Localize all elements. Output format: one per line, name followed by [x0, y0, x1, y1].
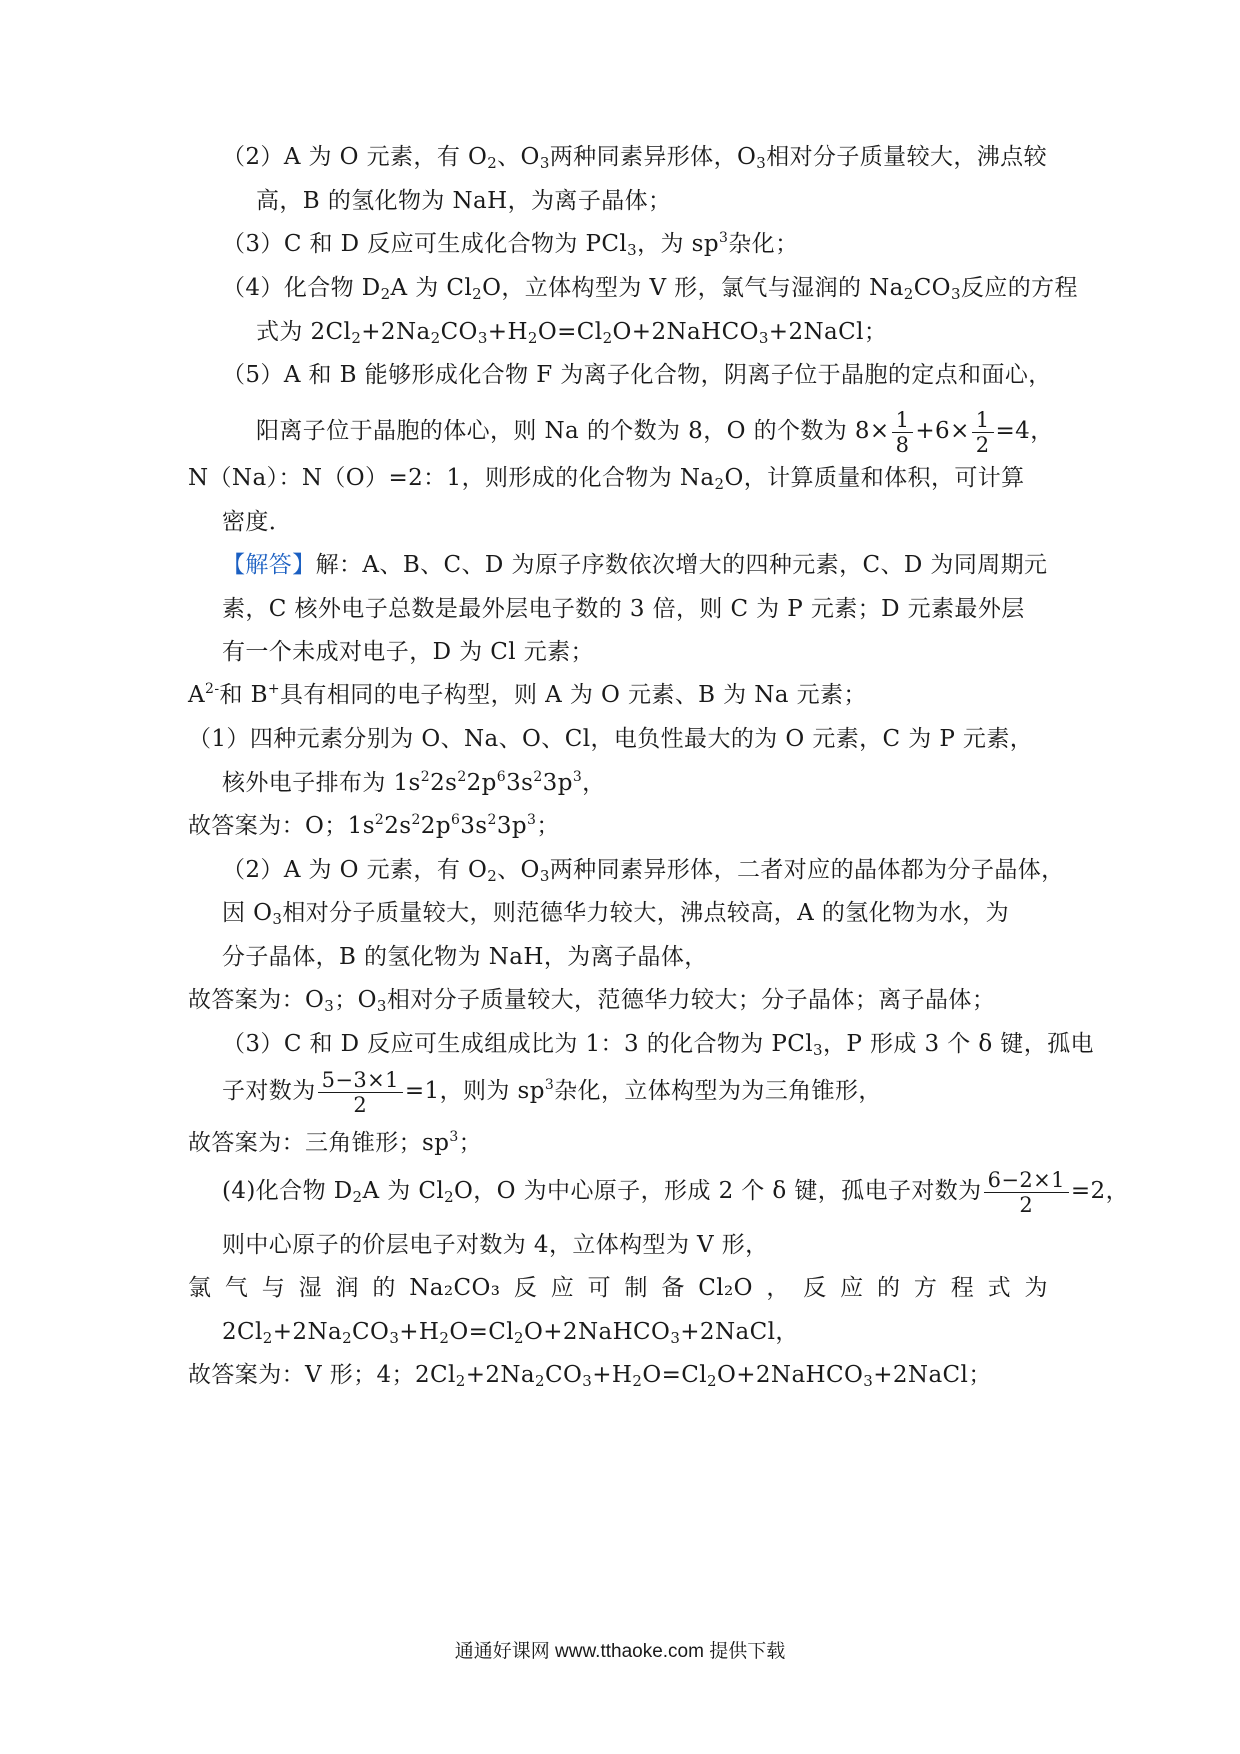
- text-line: 高，B 的氢化物为 NaH，为离子晶体；: [256, 188, 672, 214]
- text-line: 素，C 核外电子总数是最外层电子数的 3 倍，则 C 为 P 元素；D 元素最外层: [222, 596, 1025, 622]
- justified-word: 可: [587, 1275, 612, 1301]
- text-line: 式为 $2Cl_2+2Na_2CO_3+H_2O=Cl_2O+2NaHCO_3+2NaCl$；: [256, 319, 888, 347]
- text-line: 阳离子位于晶胞的体心，则 Na 的个数为 8，O 的个数为 8× $\frac{1}{8}$ +6× $\frac{1}{2}$ =4，: [256, 407, 1054, 457]
- justified-word: 的: [876, 1275, 901, 1301]
- justified-word: ，: [766, 1275, 790, 1301]
- text-line: 因 $O_3$相对分子质量较大，则范德华力较大，沸点较高，A 的氢化物为水，为: [222, 900, 1010, 928]
- justified-word: 程: [950, 1275, 975, 1301]
- justified-word: Cl₂O: [698, 1275, 753, 1301]
- text-line: 故答案为：$O_3$；$O_3$相对分子质量较大，范德华力较大；分子晶体；离子晶体；: [188, 987, 996, 1015]
- text-line: 故答案为：O；$1s^22s^22p^63s^23p^3$；: [188, 812, 560, 839]
- text-line: （2）A 为 O 元素，有 $O_2$、$O_3$两种同素异形体，二者对应的晶体都为分子晶体，: [222, 857, 1065, 885]
- justified-word: 湿: [298, 1275, 323, 1301]
- text-line: 故答案为：三角锥形；$sp^3$；: [188, 1129, 483, 1156]
- text-line: （5）A 和 B 能够形成化合物 F 为离子化合物，阴离子位于晶胞的定点和面心，: [222, 362, 1052, 388]
- justified-line: [188, 1273, 1048, 1303]
- text-line: 分子晶体，B 的氢化物为 NaH，为离子晶体，: [222, 944, 708, 970]
- justified-word: 的: [372, 1275, 396, 1301]
- justified-word: 润: [335, 1275, 359, 1301]
- fraction: $\frac{1}{2}$: [972, 408, 994, 457]
- text-line: N（Na）：N（O）=2：1，则形成的化合物为 $Na_2O$，计算质量和体积，可计算: [188, 465, 1025, 493]
- text-line: （3）C 和 D 反应可生成化合物为 PCl$_3$，为 $sp^3$杂化；: [222, 230, 799, 259]
- text-line: 密度．: [222, 509, 293, 535]
- justified-word: 方: [913, 1275, 938, 1301]
- justified-word: 应: [550, 1275, 575, 1301]
- fraction: $\frac{1}{8}$: [892, 408, 914, 457]
- justified-word: 氯: [188, 1275, 212, 1301]
- justified-word: 式: [987, 1275, 1011, 1301]
- justified-word: 制: [624, 1275, 648, 1301]
- justified-word: 反: [513, 1275, 538, 1301]
- justified-word: Na₂CO₃: [409, 1275, 501, 1301]
- justified-word: 备: [661, 1275, 685, 1301]
- text-line: 核外电子排布为 $1s^22s^22p^63s^23p^3$，: [222, 769, 606, 796]
- text-line: （2）A 为 O 元素，有 $O_2$、$O_3$两种同素异形体，$O_3$相对分子质量较大，沸点较: [222, 144, 1047, 172]
- fraction: $\frac{6-2\times 1}{2}$: [984, 1168, 1069, 1217]
- justified-word: 气: [224, 1275, 249, 1301]
- justified-word: 反: [803, 1275, 827, 1301]
- text-line: $2Cl_2+2Na_2CO_3+H_2O=Cl_2O+2NaHCO_3+2NaCl$，: [222, 1319, 799, 1347]
- text-line: 子对数为 $\frac{5-3\times 1}{2}$ =1，则为 $sp^3$杂化，立体构型为为三角锥形，: [222, 1067, 882, 1117]
- text-line: $A^{2-}$和 B+具有相同的电子构型，则 A 为 O 元素、B 为 Na 元素；: [188, 681, 867, 708]
- text-line: (4)化合物 $D_2A$ 为 $Cl_2O$，O 为中心原子，形成 2 个 δ 键，孤电子对数为 $\frac{6-2\times 1}{2}$ =2，: [222, 1167, 1129, 1217]
- text-line: 故答案为：V 形；4；$2Cl_2+2Na_2CO_3+H_2O=Cl_2O+2NaHCO_3+2NaCl$；: [188, 1362, 992, 1390]
- text-line: 有一个未成对电子，D 为 Cl 元素；: [222, 639, 594, 665]
- text-line: 则中心原子的价层电子对数为 4，立体构型为 V 形，: [222, 1232, 769, 1258]
- text-line: 【解答】解：A、B、C、D 为原子序数依次增大的四种元素，C、D 为同周期元: [222, 552, 1048, 578]
- answer-tag: 【解答】: [222, 552, 316, 578]
- text-line: （4）化合物 $D_2A$ 为 $Cl_2O$，立体构型为 V 形，氯气与湿润的 $Na_2CO_3$反应的方程: [222, 275, 1078, 303]
- page-footer: 通通好课网 www.tthaoke.com 提供下载: [454, 1641, 786, 1662]
- justified-word: 为: [1024, 1275, 1048, 1301]
- text-line: [188, 1273, 1048, 1303]
- text-line: （3）C 和 D 反应可生成组成比为 1：3 的化合物为 PCl$_3$，P 形成 3 个 δ 键，孤电: [222, 1031, 1094, 1059]
- text-line: （1）四种元素分别为 O、Na、O、Cl，电负性最大的为 O 元素，C 为 P 元素，: [188, 726, 1034, 752]
- fraction: $\frac{5-3\times 1}{2}$: [318, 1068, 403, 1117]
- justified-word: 与: [261, 1275, 286, 1301]
- justified-word: 应: [840, 1275, 864, 1301]
